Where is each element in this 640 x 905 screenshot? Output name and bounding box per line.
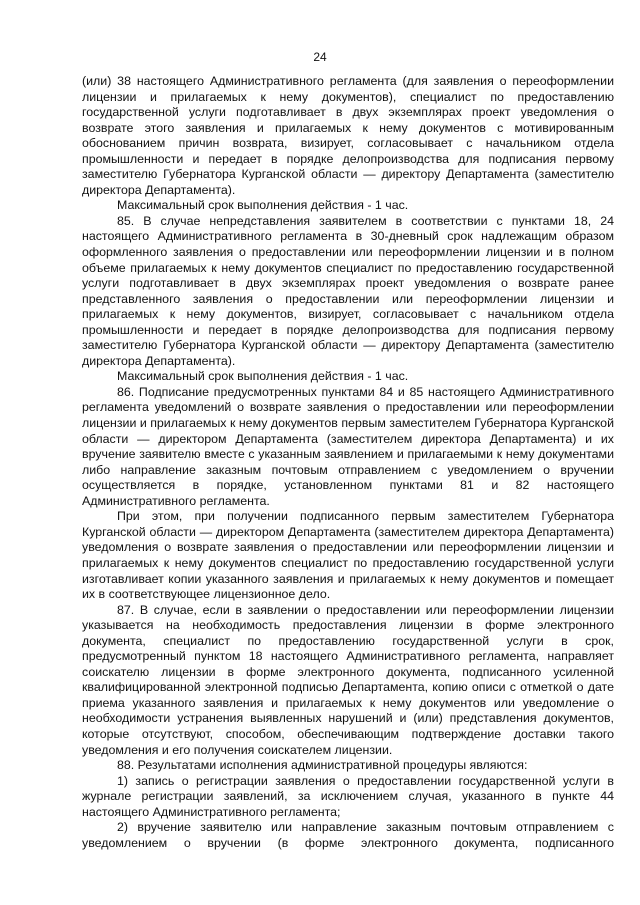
paragraph-88-item-2: 2) вручение заявителю или направление заказным почтовым отправлением с уведомлением о вручении (в форме электронного документа, подписанного	[82, 820, 614, 850]
paragraph-deadline: Максимальный срок выполнения действия - 1 час.	[117, 369, 409, 384]
paragraph-deadline: Максимальный срок выполнения действия - 1 час.	[117, 198, 409, 213]
document-body	[82, 74, 614, 851]
paragraph-85: 85. В случае непредставления заявителем в соответствии с пунктами 18, 24 настоящего Административного регламента в 30-дневный срок надлежащим образом оформленного заявления о предоставлении или переоформлении лицензии и в полном объеме прилагаемых к нему документов специалист по предоставлению государственной услуги подготавливает в двух экземплярах проект уведомления о возврате ранее представленного заявления о предоставлении или переоформлении лицензии и прилагаемых к нему документов, визирует, согласовывает с начальником отдела промышленности и передает в порядке делопроизводства для подписания первому заместителю Губернатора Курганской области — директору Департамента (заместителю директора Департамента).	[82, 213, 614, 368]
paragraph-88-item-1: 1) запись о регистрации заявления о предоставлении государственной услуги в журнале регистрации заявлений, за исключением случая, указанного в пункте 44 настоящего Административного регламента;	[82, 773, 614, 819]
page-number: 24	[313, 50, 327, 64]
paragraph-86: 86. Подписание предусмотренных пунктами 84 и 85 настоящего Административного регламента уведомлений о возврате заявления о предоставлении или переоформлении лицензии и прилагаемых к нему документов первым заместителем Губернатора Курганской области — директором Департамента (заместителем директора Департамента) и их вручение заявителю вместе с указанным заявлением и прилагаемыми к нему документами либо направление заказным почтовым отправлением с уведомлением о вручении осуществляется в порядке, установленном пунктами 81 и 82 настоящего Административного регламента.	[82, 384, 614, 508]
paragraph-88: 88. Результатами исполнения административной процедуры являются:	[117, 758, 528, 773]
paragraph-continuation: (или) 38 настоящего Административного регламента (для заявления о переоформлении лицензии и прилагаемых к нему документов), специалист по предоставлению государственной услуги подготавливает в двух экземплярах проект уведомления о возврате этого заявления и прилагаемых к нему документов с мотивированным обоснованием причин возврата, визирует, согласовывает с начальником отдела промышленности и передает в порядке делопроизводства для подписания первому заместителю Губернатора Курганской области — директору Департамента (заместителю директора Департамента).	[82, 74, 614, 197]
paragraph-86-note: При этом, при получении подписанного первым заместителем Губернатора Курганской области — директором Департамента (заместителем директора Департамента) уведомления о возврате заявления о предоставлении или переоформлении лицензии и прилагаемых к нему документов специалист по предоставлению государственной услуги изготавливает копии указанного заявления и прилагаемых к нему документов и помещает их в соответствующее лицензионное дело.	[82, 509, 614, 602]
paragraph-87: 87. В случае, если в заявлении о предоставлении или переоформлении лицензии указывается на необходимость предоставления лицензии в форме электронного документа, специалист по предоставлению государственной услуги в срок, предусмотренный пунктом 18 настоящего Административного регламента, направляет соискателю лицензии в форме электронного документа, подписанного усиленной квалифицированной электронной подписью Департамента, копию описи с отметкой о дате приема указанного заявления и прилагаемых к нему документов или уведомление о необходимости устранения выявленных нарушений и (или) представления документов, которые отсутствуют, способом, обеспечивающим подтверждение доставки такого уведомления и его получения соискателем лицензии.	[82, 602, 614, 757]
